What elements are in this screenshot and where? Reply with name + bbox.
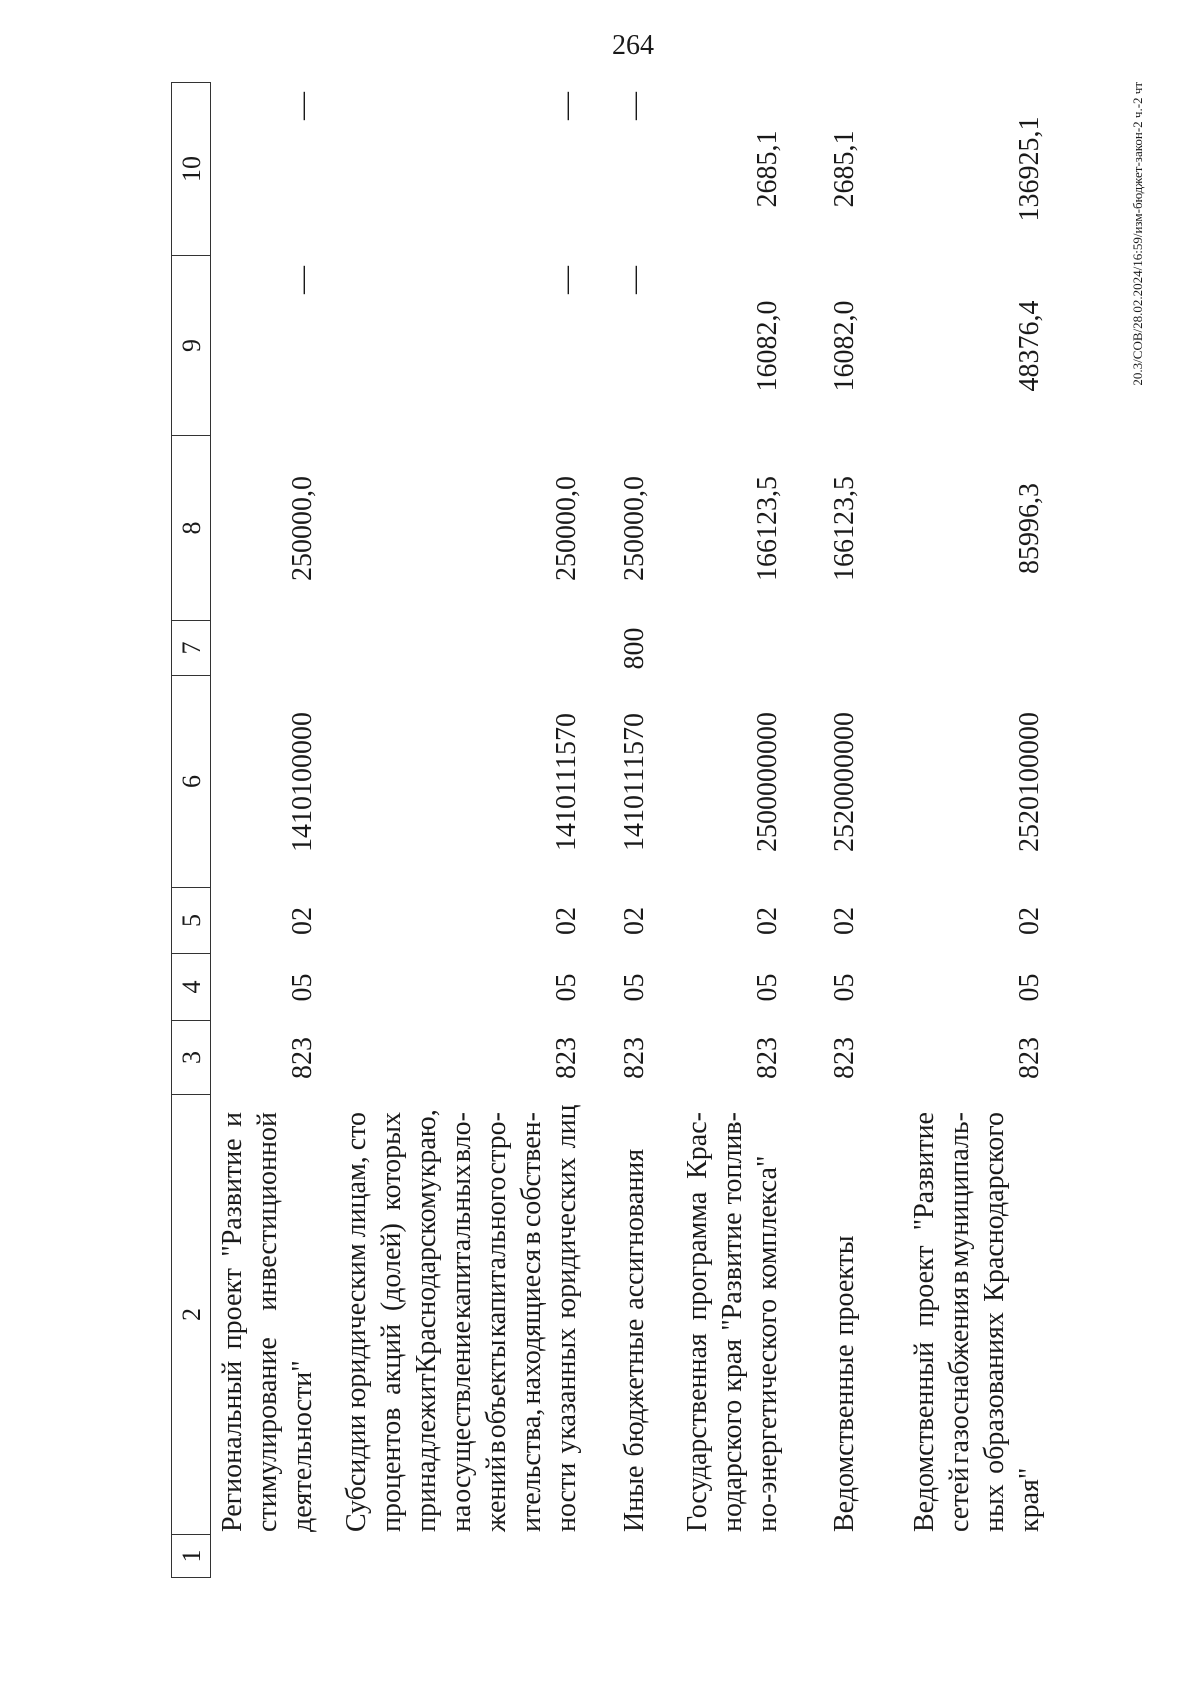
row-description (827, 1112, 862, 1532)
row-description (617, 1112, 652, 1532)
cell-col-5: 02 (287, 907, 318, 935)
word: которых (376, 1112, 407, 1211)
word: нодарского (717, 1399, 748, 1532)
word: края (717, 1338, 748, 1392)
word: Государственная (682, 1333, 713, 1532)
word: краю, (411, 1109, 442, 1178)
header-cell-5: 5 (171, 888, 211, 954)
cell-col-8: 250000,0 (619, 476, 650, 581)
word: в (944, 1270, 975, 1284)
cell-col-7 (750, 621, 785, 676)
word: муниципаль- (944, 1112, 975, 1268)
word: деятельности" (287, 1360, 318, 1532)
word: стро- (481, 1112, 512, 1175)
header-cell-9: 9 (171, 256, 211, 436)
cell-col-6: 1410111570 (619, 713, 650, 851)
cell-col-5: 02 (752, 907, 783, 935)
description-line (942, 1112, 977, 1532)
word: ных (979, 1484, 1010, 1532)
word: юридических (551, 1157, 582, 1319)
description-line (1012, 1112, 1047, 1532)
word: и (217, 1112, 248, 1128)
cell-col-5: 02 (619, 907, 650, 935)
cell-col-6: 2520000000 (829, 712, 860, 852)
header-cell-8: 8 (171, 436, 211, 621)
word: образованиях (979, 1312, 1010, 1474)
word: но-энергетического (752, 1298, 783, 1532)
description-line (750, 1112, 785, 1532)
cell-col-8: 250000,0 (287, 476, 318, 581)
cell-col-6: 1410111570 (551, 713, 582, 851)
cell-col-4: 05 (551, 973, 582, 1002)
header-cell-6: 6 (171, 676, 211, 888)
cell-col-8: 166123,5 (752, 476, 783, 581)
cell-col-10: — (551, 92, 582, 120)
description-line (680, 1112, 715, 1532)
word: "Развитие (717, 1212, 748, 1331)
word: топлив- (717, 1112, 748, 1205)
word: Краснодарского (979, 1112, 1010, 1302)
word: бюджетные (619, 1318, 650, 1457)
description-line (374, 1112, 409, 1532)
word: находящиеся (516, 1248, 547, 1405)
cell-col-9: — (287, 266, 318, 294)
cell-col-9: 48376,4 (1014, 300, 1045, 392)
page-number: 264 (612, 30, 654, 61)
description-line (549, 1104, 584, 1532)
word: "Развитие (217, 1138, 248, 1257)
word: капитального (481, 1176, 512, 1338)
cell-col-10: 2685,1 (752, 130, 783, 208)
cell-col-5: 02 (829, 907, 860, 935)
word: юридическим (341, 1243, 372, 1409)
cell-col-6: 2520100000 (1014, 712, 1045, 852)
description-line (479, 1112, 514, 1532)
cell-col-6: 2500000000 (752, 712, 783, 852)
cell-col-4: 05 (1014, 973, 1045, 1002)
cell-col-8: 250000,0 (551, 476, 582, 581)
table-row (617, 0, 652, 1697)
row-description (215, 1112, 320, 1532)
header-cell-7: 7 (171, 621, 211, 676)
description-line (514, 1112, 549, 1532)
cell-col-7 (285, 621, 320, 676)
table-row (339, 0, 584, 1697)
cell-col-6: 1410100000 (287, 712, 318, 852)
row-description (339, 1104, 584, 1532)
cell-col-9: 16082,0 (829, 300, 860, 392)
word: ассигнования (619, 1148, 650, 1310)
cell-col-10: 136925,1 (1014, 116, 1045, 222)
word: принадлежит (411, 1373, 442, 1532)
cell-col-4: 05 (619, 973, 650, 1002)
word: собствен- (516, 1112, 547, 1228)
word: Иные (619, 1465, 650, 1532)
word: указанных (551, 1327, 582, 1454)
header-cell-3: 3 (171, 1021, 211, 1095)
header-cell-1: 1 (171, 1535, 211, 1578)
word: Крас- (682, 1112, 713, 1179)
word: сетей (944, 1467, 975, 1532)
cell-col-8: 85996,3 (1014, 483, 1045, 574)
word: ности (551, 1462, 582, 1532)
cell-col-3: 823 (752, 1037, 783, 1079)
word: процентов (376, 1407, 407, 1532)
cell-col-7 (827, 621, 862, 676)
cell-col-9: 16082,0 (752, 300, 783, 392)
word: комплекса" (752, 1155, 783, 1290)
word: в (481, 1440, 512, 1454)
document-footer-code: 20.3/СОВ/28.02.2024/16:59/изм-бюджет-закон-2 ч.-2 чт (1130, 82, 1145, 386)
cell-col-3: 823 (551, 1037, 582, 1079)
word: осуществление (446, 1320, 477, 1503)
description-line (827, 1112, 862, 1532)
cell-col-9: — (551, 266, 582, 294)
table-row (907, 0, 1047, 1697)
cell-col-10: 2685,1 (829, 130, 860, 208)
cell-col-3: 823 (1014, 1037, 1045, 1079)
description-line (215, 1112, 250, 1532)
word: Ведомственный (909, 1341, 940, 1532)
word: жений (481, 1455, 512, 1532)
word: газоснабжения (944, 1286, 975, 1465)
word: на (446, 1504, 477, 1532)
cell-col-7: 800 (619, 627, 650, 670)
word: инвестиционной (252, 1112, 283, 1311)
word: проекты (829, 1235, 860, 1336)
word: Региональный (217, 1360, 248, 1532)
word: объекты (481, 1339, 512, 1439)
description-line (250, 1112, 285, 1532)
description-line (409, 1109, 444, 1532)
word: края" (1014, 1467, 1045, 1532)
cell-col-7 (549, 621, 584, 676)
word: программа (682, 1191, 713, 1321)
word: Краснодарскому (411, 1177, 442, 1374)
word: проект (909, 1245, 940, 1327)
word: в (516, 1231, 547, 1245)
cell-col-4: 05 (287, 973, 318, 1002)
word: Субсидии (341, 1414, 372, 1532)
word: акций (376, 1323, 407, 1395)
cell-col-10: — (619, 92, 650, 120)
cell-col-8: 166123,5 (829, 476, 860, 581)
cell-col-10: — (287, 92, 318, 120)
description-line (907, 1112, 942, 1532)
row-description (680, 1112, 785, 1532)
description-line (444, 1112, 479, 1532)
table-row (215, 0, 320, 1697)
header-cell-2: 2 (171, 1095, 211, 1535)
row-description (907, 1112, 1047, 1532)
description-line (617, 1112, 652, 1532)
cell-col-3: 823 (287, 1037, 318, 1079)
word: проект (217, 1268, 248, 1350)
word: стимулирование (252, 1337, 283, 1532)
table-row (827, 0, 862, 1697)
cell-col-3: 823 (829, 1037, 860, 1079)
description-line (715, 1112, 750, 1532)
cell-col-4: 05 (752, 973, 783, 1002)
word: лицам, (341, 1156, 372, 1238)
cell-col-5: 02 (1014, 907, 1045, 935)
description-line (339, 1112, 374, 1532)
cell-col-3: 823 (619, 1037, 650, 1079)
description-line (977, 1112, 1012, 1532)
cell-col-5: 02 (551, 907, 582, 935)
word: Ведомственные (829, 1344, 860, 1532)
word: капитальных (446, 1164, 477, 1320)
word: сто (341, 1112, 372, 1151)
word: ительства, (516, 1408, 547, 1532)
word: лиц (551, 1104, 582, 1149)
cell-col-9: — (619, 266, 650, 294)
table-row (680, 0, 785, 1697)
word: вло- (446, 1112, 477, 1163)
word: "Развитие (909, 1112, 940, 1231)
word: (долей) (376, 1223, 407, 1312)
description-line (285, 1112, 320, 1532)
header-cell-4: 4 (171, 954, 211, 1021)
cell-col-7 (1012, 621, 1047, 676)
cell-col-4: 05 (829, 973, 860, 1002)
header-cell-10: 10 (171, 82, 211, 256)
